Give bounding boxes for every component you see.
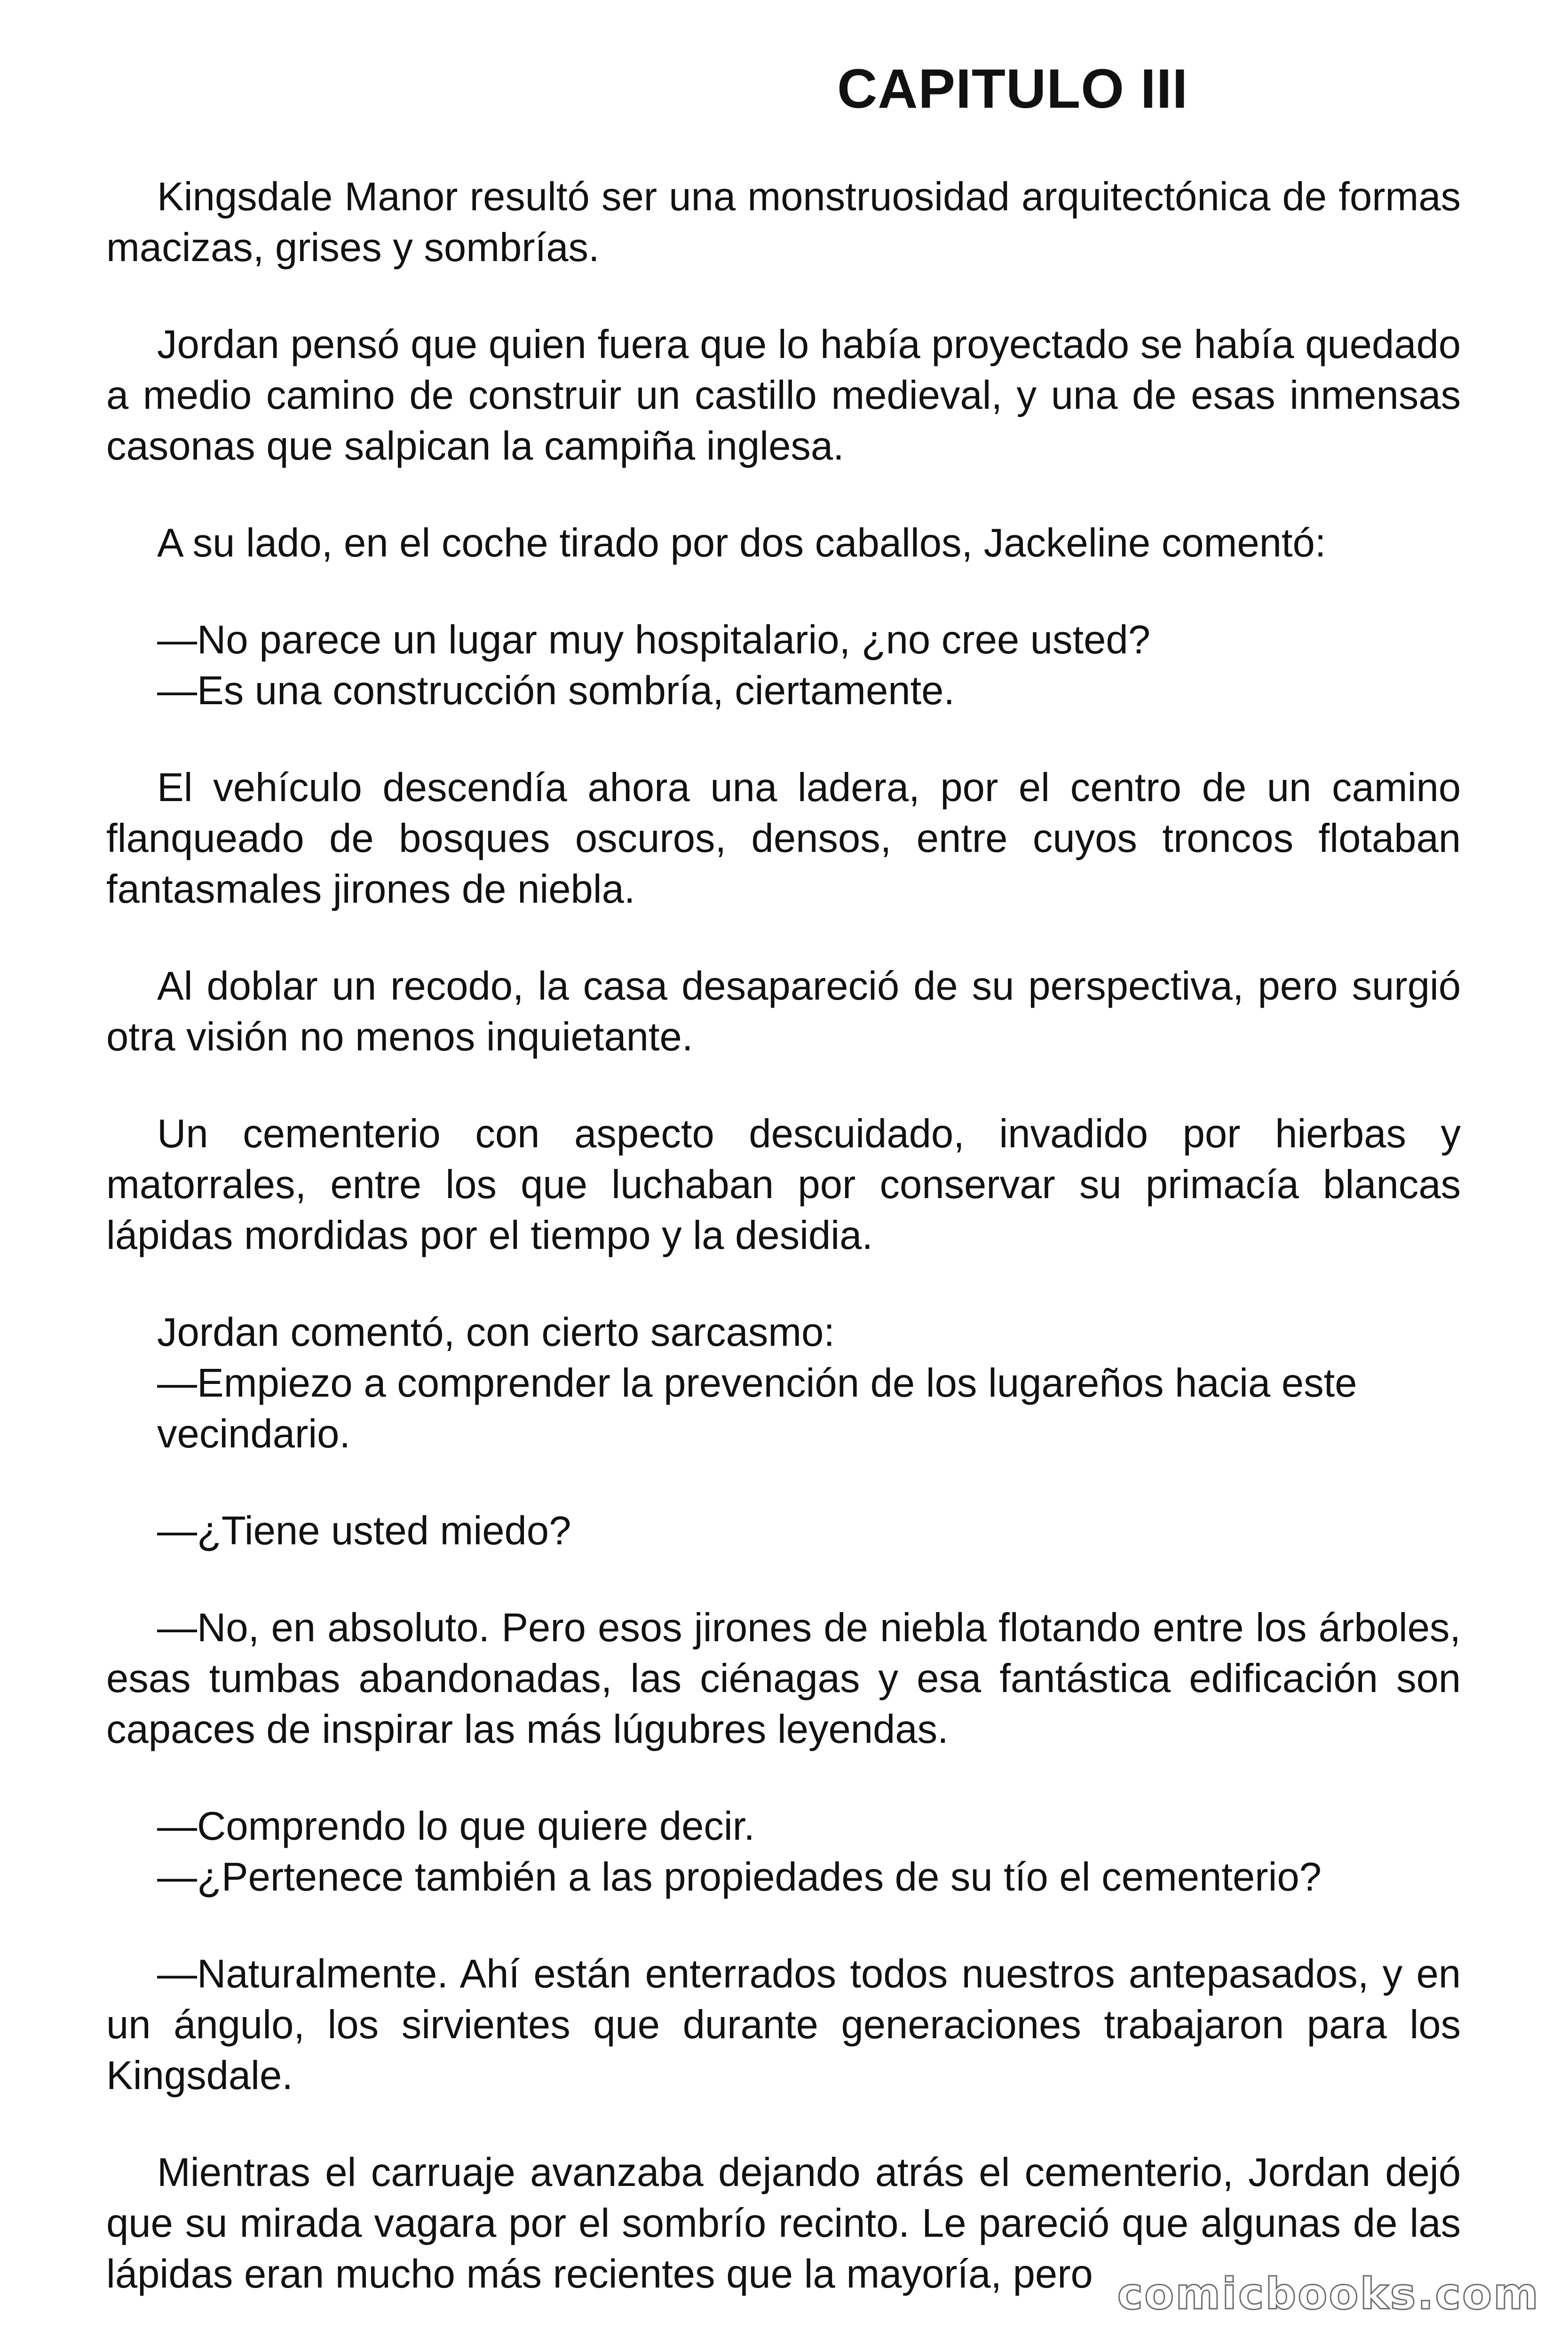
paragraph: Al doblar un recodo, la casa desapareció de su perspectiva, pero surgió otra visión no menos inquietante.: [106, 964, 1461, 1059]
paragraph: Jordan pensó que quien fuera que lo había proyectado se había quedado a medio camino de construir un castillo medieval, y una de esas inmensas casonas que salpican la campiña inglesa.: [106, 322, 1461, 469]
dialogue-line: —No, en absoluto. Pero esos jirones de niebla flotando entre los árboles, esas tumbas abandonadas, las ciénagas y esa fantástica edificación son capaces de inspirar las más lúgubres leyendas.: [106, 1605, 1461, 1752]
paragraph: A su lado, en el coche tirado por dos caballos, Jackeline comentó:: [157, 521, 1326, 565]
paragraph: El vehículo descendía ahora una ladera, por el centro de un camino flanqueado de bosques oscuros, densos, entre cuyos troncos flotaban fantasmales jirones de niebla.: [106, 765, 1461, 912]
dialogue-line: —Es una construcción sombría, ciertamente.: [157, 668, 955, 713]
dialogue-line: —¿Pertenece también a las propiedades de su tío el cementerio?: [157, 1855, 1322, 1899]
paragraph: Un cementerio con aspecto descuidado, invadido por hierbas y matorrales, entre los que luchaban por conservar su primacía blancas lápidas mordidas por el tiempo y la desidia.: [106, 1112, 1461, 1258]
paragraph: Kingsdale Manor resultó ser una monstruosidad arquitectónica de formas macizas, grises y sombrías.: [106, 175, 1461, 270]
dialogue-line: —¿Tiene usted miedo?: [157, 1509, 571, 1553]
dialogue-line: —Naturalmente. Ahí están enterrados todos nuestros antepasados, y en un ángulo, los sirvientes que durante generaciones trabajaron para los Kingsdale.: [106, 1952, 1461, 2098]
dialogue-line: —Comprendo lo que quiere decir.: [157, 1804, 755, 1849]
chapter-body: [106, 172, 1461, 2346]
dialogue-line-continuation: vecindario.: [157, 1412, 351, 1456]
chapter-title: CAPITULO III: [837, 58, 1188, 120]
watermark: comicbooks.com: [1117, 2269, 1540, 2319]
paragraph: Jordan comentó, con cierto sarcasmo:: [157, 1310, 835, 1355]
dialogue-line: —Empiezo a comprender la prevención de los lugareños hacia este: [157, 1361, 1357, 1406]
dialogue-line: —No parece un lugar muy hospitalario, ¿no cree usted?: [157, 618, 1150, 662]
paragraph: Mientras el carruaje avanzaba dejando atrás el cementerio, Jordan dejó que su mirada vagara por el sombrío recinto. Le pareció que algunas de las lápidas eran mucho más recientes que la mayoría, pero: [106, 2150, 1461, 2296]
